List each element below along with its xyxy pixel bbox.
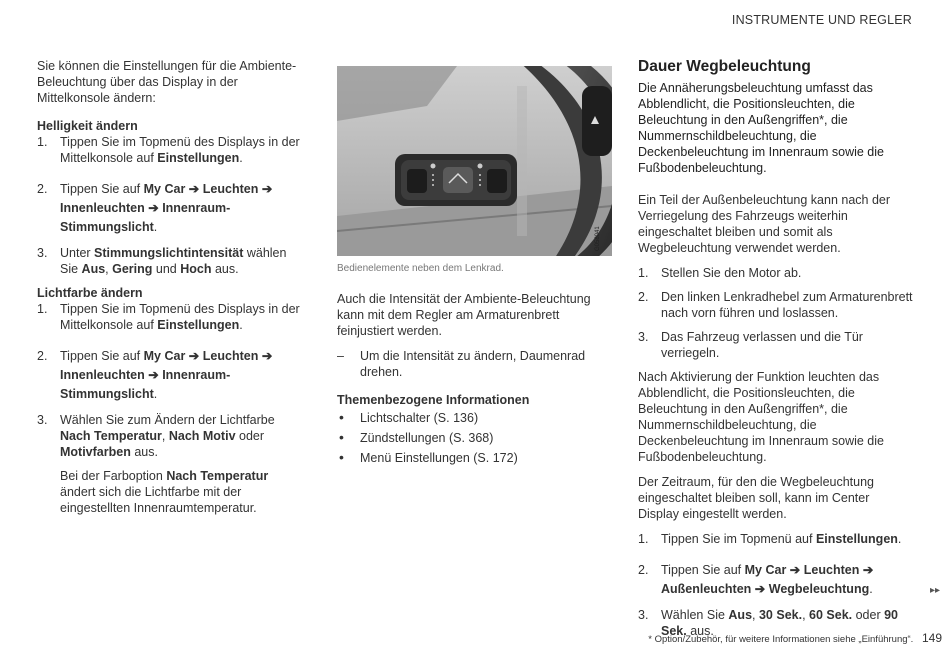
steering-controls-photo	[337, 66, 612, 256]
brightness-steps	[37, 134, 305, 277]
image-code: G058041	[595, 226, 601, 251]
list-item: 3. Wählen Sie zum Ändern der Lichtfarbe Nach Temperatur, Nach Motiv oder Motivfarben aus.	[37, 413, 275, 459]
list-item: 1. Tippen Sie im Topmenü des Displays in der Mittelkonsole auf Einstellungen.	[37, 135, 300, 165]
brightness-heading: Helligkeit ändern	[37, 119, 138, 133]
list-item: – Um die Intensität zu ändern, Daumenrad drehen.	[337, 349, 586, 379]
list-item: 2. Tippen Sie auf My Car ➔ Leuchten ➔ Innenleuchten ➔ Innenraum-Stimmungslicht.	[37, 182, 273, 234]
arrow-right-icon: ➔	[188, 349, 200, 363]
footnote: * Option/Zubehör, für weitere Informationen siehe „Einführung“.	[648, 634, 914, 645]
arrow-right-icon: ➔	[862, 563, 874, 577]
intensity-text: Auch die Intensität der Ambiente-Beleuchtung kann mit dem Regler am Armaturenbrett feinjustiert werden.	[337, 292, 591, 338]
arrow-right-icon: ➔	[148, 201, 159, 215]
steering-controls-illustration	[337, 66, 612, 256]
color-steps	[37, 301, 305, 460]
paragraph: Der Zeitraum, für den die Wegbeleuchtung eingeschaltet bleiben soll, kann im Center Display eingestellt werden.	[638, 475, 875, 521]
dash-marker: –	[337, 349, 344, 363]
related-link[interactable]: • Lichtschalter (S. 136)	[337, 410, 612, 426]
color-heading: Lichtfarbe ändern	[37, 286, 143, 300]
duration-steps	[638, 531, 913, 639]
color-note: Bei der Farboption Nach Temperatur ändert sich die Lichtfarbe mit der eingestellten Innenraumtemperatur.	[60, 469, 269, 515]
next-page-icon: ▸▸	[929, 585, 940, 596]
list-item: 2. Den linken Lenkradhebel zum Armaturenbrett nach vorn führen und loslassen.	[638, 290, 913, 320]
column-left	[37, 58, 305, 525]
column-right	[638, 58, 913, 647]
arrow-right-icon: ➔	[789, 563, 801, 577]
list-item: 1. Stellen Sie den Motor ab.	[638, 266, 802, 280]
related-link[interactable]: • Zündstellungen (S. 368)	[337, 430, 612, 446]
list-item: 1. Tippen Sie im Topmenü des Displays in der Mittelkonsole auf Einstellungen.	[37, 302, 300, 332]
photo-caption: Bedienelemente neben dem Lenkrad.	[337, 263, 504, 274]
lead-text: Die Annäherungsbeleuchtung umfasst das Abblendlicht, die Positionsleuchten, die Beleuchtung in den Außengriffen*, die Nummernschildbeleuchtung, die Deckenbeleuchtung im Innenraum sowie die Fußbodenbeleuchtung.	[638, 81, 884, 175]
page-footer	[648, 631, 942, 645]
activation-steps	[638, 265, 913, 361]
list-item: 1. Tippen Sie im Topmenü auf Einstellungen.	[638, 532, 902, 546]
arrow-right-icon: ➔	[188, 182, 200, 196]
arrow-right-icon: ➔	[261, 182, 273, 196]
list-item: 2. Tippen Sie auf My Car ➔ Leuchten ➔ Außenleuchten ➔ Wegbeleuchtung.	[638, 563, 874, 596]
list-item: 2. Tippen Sie auf My Car ➔ Leuchten ➔ Innenleuchten ➔ Innenraum-Stimmungslicht.	[37, 349, 273, 401]
arrow-right-icon: ➔	[754, 582, 766, 596]
list-item: 3. Das Fahrzeug verlassen und die Tür verriegeln.	[638, 330, 863, 360]
related-topics-list	[337, 410, 612, 466]
arrow-right-icon: ➔	[148, 368, 159, 382]
page-header: INSTRUMENTE UND REGLER	[731, 13, 912, 27]
section-title: Dauer Wegbeleuchtung	[638, 58, 811, 75]
page-number: 149	[921, 631, 942, 645]
intro-text: Sie können die Einstellungen für die Ambiente-Beleuchtung über das Display in der Mittelkonsole ändern:	[37, 59, 297, 105]
arrow-right-icon: ➔	[261, 349, 273, 363]
list-item: 3. Unter Stimmungslichtintensität wählen Sie Aus, Gering und Hoch aus.	[37, 246, 287, 276]
paragraph: Ein Teil der Außenbeleuchtung kann nach der Verriegelung des Fahrzeugs weiterhin eingeschaltet bleiben und somit als Wegbeleuchtung verwendet werden.	[638, 193, 891, 255]
related-link[interactable]: • Menü Einstellungen (S. 172)	[337, 450, 612, 466]
paragraph: Nach Aktivierung der Funktion leuchten das Abblendlicht, die Positionsleuchten, die Beleuchtung in den Außengriffen*, die Nummernschildbeleuchtung, die Deckenbeleuchtung im Innenraum sowie die Fußbodenbeleuchtung.	[638, 370, 884, 464]
list-item: 3. Wählen Sie Aus, 30 Sek., 60 Sek. oder 90 Sek. aus.	[638, 608, 898, 638]
column-middle	[337, 62, 612, 470]
related-topics-heading: Themenbezogene Informationen	[337, 393, 530, 407]
